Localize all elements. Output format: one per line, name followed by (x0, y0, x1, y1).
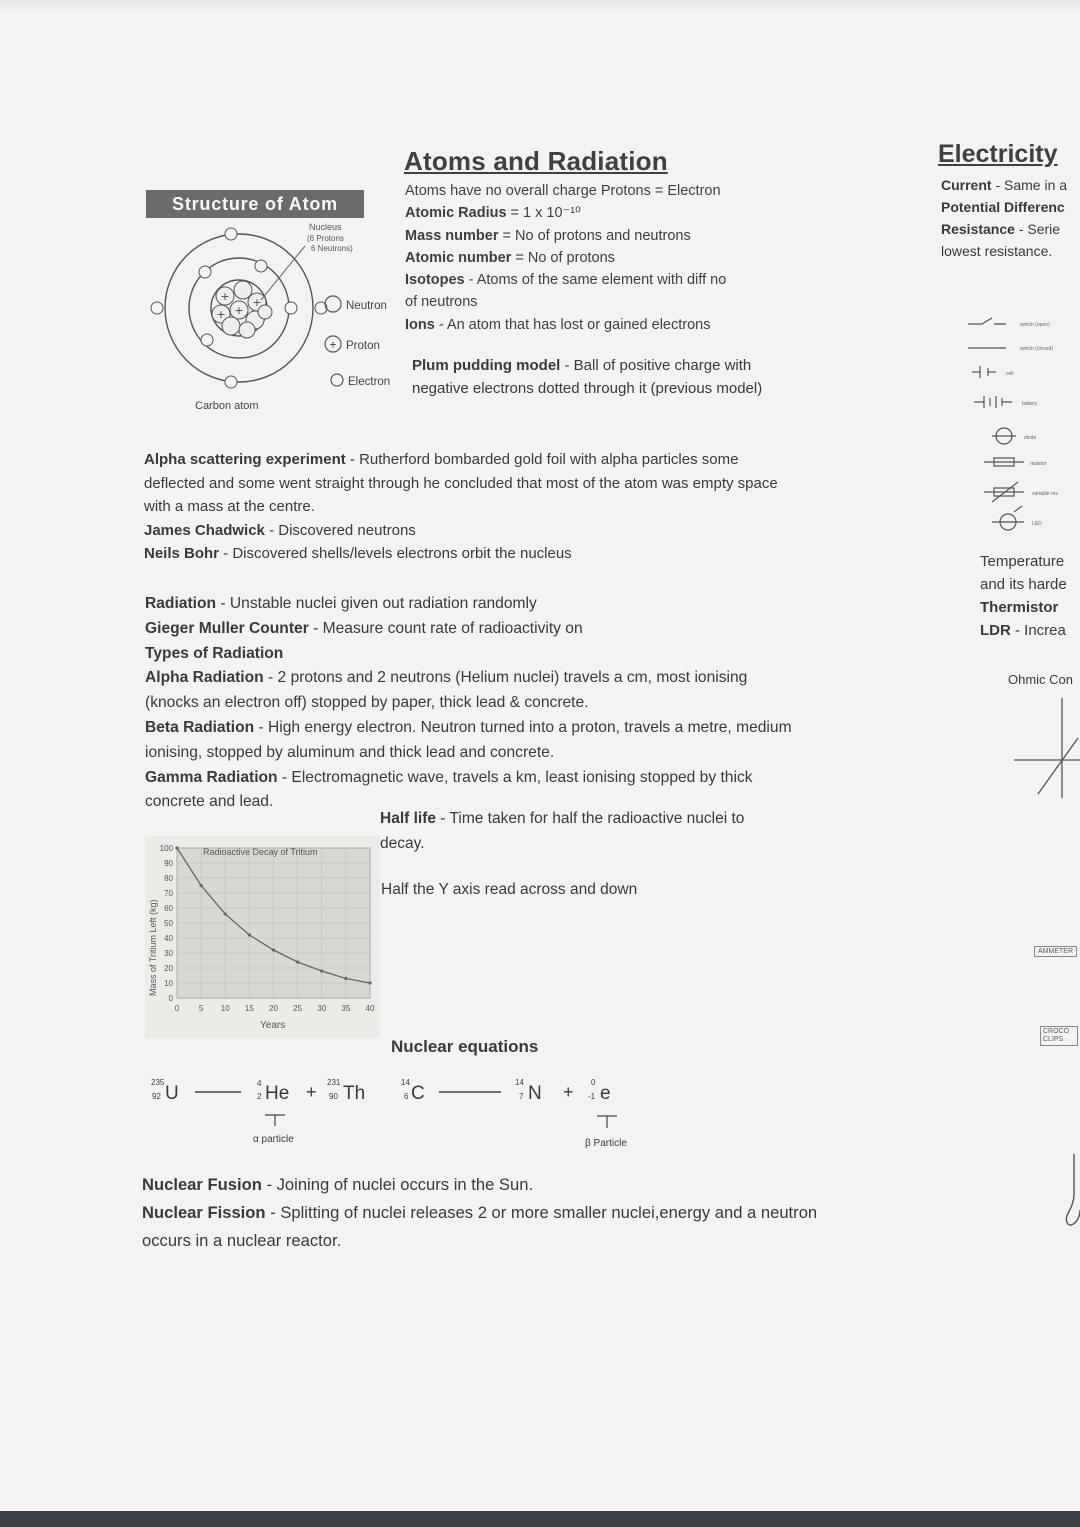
x-tick-label: 20 (269, 1004, 278, 1013)
crocodile-clips-label: CROCO CLIPS (1040, 1026, 1078, 1046)
svg-text:+: + (216, 308, 226, 321)
nuclear-equations-heading: Nuclear equations (391, 1037, 539, 1056)
electron-symbol: e (600, 1083, 611, 1104)
decay-chart (145, 836, 380, 1038)
x-tick-label: 25 (293, 1004, 303, 1013)
paper-edge (0, 0, 1080, 14)
data-point (344, 977, 347, 980)
svg-text:7: 7 (519, 1092, 524, 1101)
y-tick-label: 50 (164, 919, 173, 928)
fusion-line: Nuclear Fusion - Joining of nuclei occurs in the Sun. (142, 1175, 534, 1194)
svg-text:231: 231 (327, 1078, 341, 1087)
legend-neutron: Neutron (346, 300, 387, 312)
electricity-line: Resistance - Serie (941, 221, 1061, 237)
chart-x-label: Years (260, 1020, 286, 1031)
chart-title: Radioactive Decay of Tritium (203, 847, 318, 857)
radiation-line: Types of Radiation (145, 644, 284, 662)
cell-icon (972, 366, 996, 378)
carbon-symbol: C (411, 1083, 425, 1104)
page-title: Atoms and Radiation (404, 146, 668, 176)
cropped-sketch (1058, 1150, 1080, 1230)
thermistor-line: Thermistor (980, 599, 1059, 616)
neutron-legend-icon (325, 296, 341, 312)
protons-label: (6 Protons (307, 234, 344, 243)
ldr-line: LDR - Increa (980, 622, 1066, 639)
definition-line: Atomic number = No of protons (405, 249, 615, 266)
x-tick-label: 40 (365, 1004, 375, 1013)
x-tick-label: 5 (198, 1004, 204, 1013)
definition-line: Mass number = No of protons and neutrons (405, 227, 691, 244)
y-tick-label: 0 (168, 994, 173, 1003)
temperature-notes (980, 550, 1067, 642)
beta-caption: β Particle (585, 1138, 627, 1149)
carbon-atom-diagram (145, 220, 407, 420)
thorium-symbol: Th (343, 1083, 366, 1104)
plum-pudding-note: Plum pudding model - Ball of positive charge with negative electrons dotted through it (previous model) (412, 357, 763, 397)
definition-line: Isotopes - Atoms of the same element with diff no (405, 272, 727, 289)
svg-text:+: + (234, 304, 244, 317)
radiation-line: Gieger Muller Counter - Measure count rate of radioactivity on (145, 619, 583, 637)
battery-icon (974, 396, 1012, 408)
nucleus-label: Nucleus (309, 222, 342, 232)
svg-text:92: 92 (152, 1092, 161, 1101)
data-point (224, 912, 227, 915)
electricity-title: Electricity (938, 140, 1058, 168)
alpha-caption: α particle (253, 1134, 294, 1145)
electricity-line: lowest resistance. (941, 243, 1053, 259)
electricity-line: Current - Same in a (941, 177, 1068, 193)
half-axis-note: Half the Y axis read across and down (381, 881, 638, 898)
y-tick-label: 10 (164, 979, 173, 988)
switch-open-icon (968, 318, 1006, 324)
x-tick-label: 0 (174, 1004, 180, 1013)
electron-legend-icon (331, 374, 343, 386)
svg-text:switch (open): switch (open) (1020, 322, 1050, 328)
chart-grid (177, 848, 370, 998)
y-tick-label: 60 (164, 904, 173, 913)
temperature-line: and its harde (980, 576, 1067, 593)
data-point (320, 969, 323, 972)
y-tick-label: 30 (164, 949, 173, 958)
definition-line: of neutrons (405, 294, 478, 311)
svg-text:switch (closed): switch (closed) (1020, 346, 1054, 352)
radiation-line: Alpha Radiation - 2 protons and 2 neutrons (Helium nuclei) travels a cm, most ionising (knocks an electron off) stopped by paper, thick lead & concrete. (145, 669, 748, 712)
temperature-line: Temperature (980, 553, 1065, 570)
nitrogen-symbol: N (528, 1083, 542, 1104)
y-tick-label: 20 (164, 964, 173, 973)
y-tick-label: 80 (164, 874, 173, 883)
svg-text:-1: -1 (588, 1092, 596, 1101)
svg-text:235: 235 (151, 1078, 165, 1087)
radiation-line: Radiation - Unstable nuclei given out radiation randomly (145, 595, 537, 612)
svg-text:diode: diode (1024, 435, 1037, 441)
svg-text:battery: battery (1022, 401, 1038, 407)
fusion-fission-block (142, 1171, 862, 1255)
svg-text:LED: LED (1032, 521, 1042, 527)
data-point (272, 948, 275, 951)
y-tick-label: 70 (164, 889, 173, 898)
svg-text:+: + (306, 1082, 317, 1102)
uranium-symbol: U (165, 1083, 179, 1104)
svg-text:2: 2 (257, 1092, 262, 1101)
radiation-line: Beta Radiation - High energy electron. Neutron turned into a proton, travels a metre, medium ionising, stopped by aluminum and thick lead and concrete. (145, 718, 792, 761)
radiation-line: Gamma Radiation - Electromagnetic wave, travels a km, least ionising stopped by thick concrete and lead. (145, 768, 753, 811)
svg-text:90: 90 (329, 1092, 338, 1101)
chart-y-label: Mass of Tritium Left (kg) (148, 899, 158, 996)
structure-banner: Structure of Atom (146, 190, 364, 218)
definitions-block (405, 180, 805, 336)
atom-caption: Carbon atom (195, 400, 259, 412)
circuit-symbols (962, 312, 1072, 542)
svg-text:+: + (329, 337, 337, 352)
ammeter-label: AMMETER (1034, 946, 1077, 957)
history-line: James Chadwick - Discovered neutrons (144, 521, 416, 539)
legend-proton: Proton (346, 340, 380, 352)
y-tick-label: 40 (164, 934, 173, 943)
page-bottom-edge (0, 1511, 1080, 1527)
y-tick-label: 100 (159, 844, 173, 853)
svg-text:14: 14 (515, 1078, 524, 1087)
helium-symbol: He (265, 1083, 290, 1104)
legend-electron: Electron (348, 376, 391, 388)
data-point (248, 933, 251, 936)
data-point (368, 981, 371, 984)
svg-text:4: 4 (257, 1079, 262, 1088)
alpha-decay-equation (145, 1068, 385, 1150)
svg-text:+: + (563, 1082, 574, 1102)
data-point (296, 960, 299, 963)
radiation-block (145, 592, 795, 815)
definition-line: Atomic Radius = 1 x 10⁻¹⁰ (405, 205, 581, 222)
history-line: Neils Bohr - Discovered shells/levels electrons orbit the nucleus (144, 545, 572, 562)
fission-line: Nuclear Fission - Splitting of nuclei releases 2 or more smaller nuclei,energy and a neutron occurs in a nuclear reactor. (142, 1203, 818, 1250)
neutrons-label: 6 Neutrons) (311, 244, 353, 253)
svg-text:variable res: variable res (1032, 491, 1058, 497)
svg-text:+: + (220, 290, 230, 303)
x-tick-label: 30 (317, 1004, 327, 1013)
data-point (200, 884, 203, 887)
electricity-line: Potential Differenc (941, 199, 1065, 215)
definition-line: Ions - An atom that has lost or gained electrons (405, 316, 711, 333)
data-point (175, 846, 178, 849)
svg-text:cell: cell (1006, 371, 1014, 377)
x-tick-label: 10 (220, 1004, 230, 1013)
half-life-note: Half life - Time taken for half the radioactive nuclei to decay. (380, 810, 745, 852)
ohmic-graph-sketch (1008, 690, 1080, 800)
history-block (144, 448, 784, 566)
svg-text:resistor: resistor (1030, 461, 1047, 467)
beta-decay-equation (395, 1068, 645, 1158)
history-line: Alpha scattering experiment - Rutherford bombarded gold foil with alpha particles some deflected and some went straight through he concluded that most of the atom was empty space with a mass at the centre. (144, 451, 778, 515)
definition-line: Atoms have no overall charge Protons = Electron (405, 183, 721, 199)
y-tick-label: 90 (164, 859, 173, 868)
svg-text:0: 0 (591, 1078, 596, 1087)
ohmic-conductor-label: Ohmic Con (1008, 672, 1074, 687)
svg-text:+: + (252, 296, 262, 309)
svg-text:14: 14 (401, 1078, 410, 1087)
x-tick-label: 15 (244, 1004, 254, 1013)
svg-text:6: 6 (404, 1092, 409, 1101)
x-tick-label: 35 (341, 1004, 351, 1013)
electricity-definitions (941, 174, 1067, 262)
